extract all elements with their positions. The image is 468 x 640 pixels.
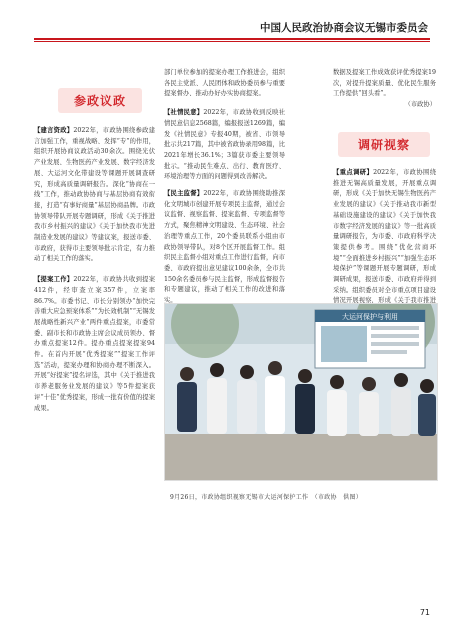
paragraph-text: 2022年，市政协围绕助推深化文明城市创建开展专项民主监督，通过会议监督、视察监督、提案监督、专项监督等方式，聚焦精神文明建设、生态环境、社会治理等重点工作，20个委员联系小组由市政协领导带队，对8个区开展监督工作。组织民主监督小组对重点工作进行监督，向市委、市政府提出意见建议100余条，全市共150余名委员参与民主监督，形成监督报告和专题建议，推动了相关工作的改进和落实。 <box>164 190 286 305</box>
person-head <box>362 377 376 391</box>
paragraph-text: 2022年，市政协共收到提案412件，经审查立案357件，立案率86.7%。市委书记、市长分别领办“加快完善重大应急预案体系”“为长效机制”“无锡发展战略性新兴产业”两件重点提案，市委常委、副市长和市政协主席会议成员领办、督办重点提案12件。提办重点提案提案94件。在首内开展“优秀提案”“提案工作评选”活动，提案办理和协商办理不断深入。开展“好提案”提名评选，其中《关于推进我市养老服务业发展的建议》等5件提案获评“十佳”优秀提案，形成一批有价值的提案成果。 <box>34 276 156 412</box>
person-body <box>391 388 411 436</box>
paragraph-lead: 【社情民意】 <box>164 109 204 117</box>
photo-illustration <box>165 304 437 480</box>
person-body <box>207 378 227 434</box>
paragraph-tian <box>34 275 155 414</box>
paragraph-text: 2022年，市政协围绕推进无锡高质量发展，开展重点调研，形成《关于加快无锡生物医药产业发展的建议》《关于推动我市新型基础设施建设的建议》《关于加快我市数字经济发展的建议》等一批高质量调研报告，为市委、市政府科学决策提供参考。围绕“优化营商环境”“全面推进乡村振兴”“加强生态环境保护”等课题开展专题调研，形成调研成果，报送市委、市政府并得到采纳。组织委员对全市重点项目建设情况开展视察，形成《关于我市推进 <box>333 169 436 305</box>
paragraph-jianyan <box>34 126 155 265</box>
person-head <box>330 375 344 389</box>
paragraph-text: 2022年，市政协收到反映社情民意信息2568篇，编报报送1269篇，编发《社情民意》专报40期，被省、市领导批示共217篇，其中被省政协录用98篇，比2021年增长36.1%；3篇获市委主要领导批示。“推动民生难点、出行、教育医疗、环境治理等方面的问题得到改善解决。 <box>164 109 286 181</box>
column-2 <box>164 68 285 307</box>
photo-sign-line <box>371 342 419 346</box>
photo-sign-line <box>371 326 419 330</box>
person-body <box>418 394 436 436</box>
photo-sign-text: 大运河保护与利用 <box>342 313 398 321</box>
photo-sign-line <box>371 350 407 354</box>
section-banner-canzheng: 参政议政 <box>58 88 142 113</box>
person-body <box>327 390 347 436</box>
person-head <box>394 373 408 387</box>
person-head <box>240 365 254 379</box>
header-rule <box>34 38 430 40</box>
page-number: 71 <box>419 608 430 617</box>
paragraph-lead: 【民主监督】 <box>164 190 204 198</box>
person-body <box>359 392 379 436</box>
person-body <box>237 380 257 434</box>
source-note: （市政协） <box>404 101 436 109</box>
news-photo <box>164 303 438 481</box>
paragraph-lead: 【建言资政】 <box>34 127 74 134</box>
photo-sign-line <box>371 334 419 338</box>
paragraph-lead: 【提案工作】 <box>34 276 74 284</box>
photo-sign-map <box>321 326 367 362</box>
paragraph-jiandu <box>164 189 285 307</box>
person-body <box>295 384 315 434</box>
paragraph-sheqing <box>164 108 285 183</box>
person-head <box>210 363 224 377</box>
person-body <box>177 382 197 432</box>
paragraph-continued: 数据及提案工作成效获评优秀提案19次，对提升提案质量、优化民生服务工作提供“回头看”。 <box>333 69 436 98</box>
column-3-top <box>333 68 436 111</box>
person-head <box>298 369 312 383</box>
column-1 <box>34 126 155 414</box>
section-banner-diaoyan: 调研视察 <box>338 132 430 157</box>
paragraph-lead: 【重点调研】 <box>333 169 374 176</box>
paragraph-continued: 部门单位参加的提案办理工作推进会，组织各民主党派、人民团体和政协委员参与重要提案督办、推动办好办实协商提案。 <box>164 69 285 98</box>
photo-ground <box>165 434 437 480</box>
person-body <box>265 376 285 434</box>
paragraph-text: 2022年，市政协围绕参政建言加强工作，重视战略、发挥“专”的作用，组织开展协商议政活动30余次。围绕光伏产业发展、生物医药产业发展、数字经济发展、大运河文化带建设等课题开展调查研究，形成高质量调研报告。深化“协商在一线”工作，推动政协协商与基层协商有效衔接，打造“有事好商量”基层协商品牌。市政协领导带队开展专题调研，形成《关于推进我市乡村振兴的建议》《关于加快我市先进制造业发展的建议》等建议案，报送市委、市政府，获得市主要领导批示肯定，有力推动了相关工作的落实。 <box>34 127 156 263</box>
person-head <box>420 379 434 393</box>
photo-caption: 9月26日，市政协组织视察无锡市大运河保护工作 （市政协 供图） <box>170 494 363 501</box>
header-rule-thin <box>34 41 430 42</box>
person-head <box>268 361 282 375</box>
person-head <box>180 367 194 381</box>
header-title: 中国人民政治协商会议无锡市委员会 <box>260 22 428 34</box>
